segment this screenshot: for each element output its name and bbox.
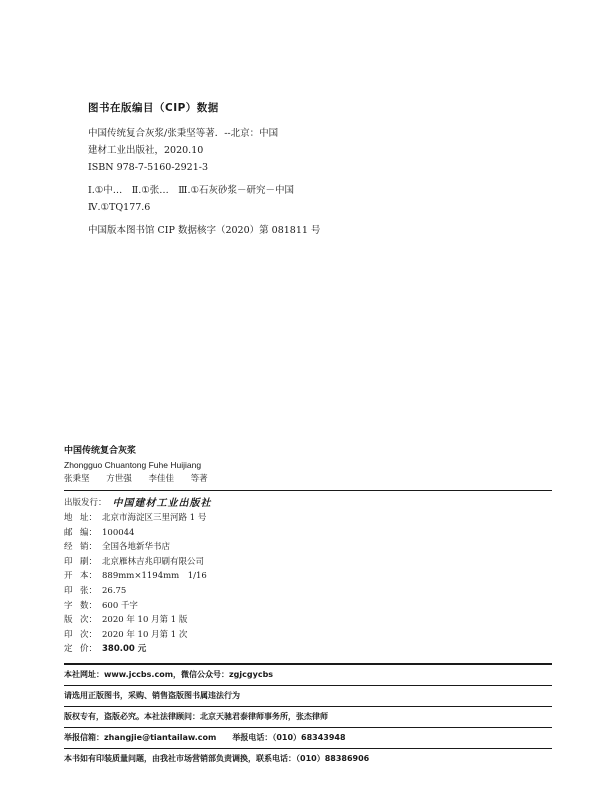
cip-block: [88, 100, 508, 239]
notice-website: 本社网址：www.jccbs.com，微信公众号：zgjcgycbs: [64, 669, 274, 679]
info-row-distributor: [64, 540, 552, 555]
info-value: 889mm×1194mm 1/16: [102, 571, 207, 582]
cip-line-record-number: 中国版本图书馆 CIP 数据核字（2020）第 081811 号: [88, 225, 321, 236]
divider: [64, 490, 552, 491]
notice-rights: [64, 707, 552, 727]
info-label: 地: [64, 513, 73, 523]
info-row-word-count: [64, 599, 552, 614]
info-label: 版: [64, 615, 73, 626]
info-value: 26.75: [102, 585, 127, 596]
info-label: 经: [64, 542, 73, 553]
info-label: 次：: [80, 615, 98, 626]
info-value: 100044: [102, 527, 135, 538]
info-label: 址：: [80, 513, 98, 523]
info-value: 全国各地新华书店: [102, 542, 171, 553]
publisher-row: [64, 496, 552, 511]
info-label: 定: [64, 644, 73, 655]
notice-report: 举报信箱：zhangjie@tiantailaw.com 举报电话：（010）68343948: [64, 732, 346, 742]
book-title-pinyin: Zhongguo Chuantong Fuhe Huijiang: [64, 460, 202, 470]
info-row-address: [64, 511, 552, 526]
info-label: 次：: [80, 629, 98, 640]
cip-line-classification: Ⅳ.①TQ177.6: [88, 202, 151, 213]
info-row-price: [64, 642, 552, 657]
info-value: 北京市海淀区三里河路 1 号: [102, 513, 207, 523]
publisher-logo-text: 中国建材工业出版社: [112, 498, 212, 509]
info-row-sheets: [64, 584, 552, 599]
publisher-label: 出版发行：: [64, 498, 107, 508]
info-label: 邮: [64, 527, 73, 538]
cip-line-publisher: 建材工业出版社，2020.10: [88, 145, 204, 156]
info-value: 2020 年 10 月第 1 版: [102, 615, 188, 626]
notice-rights-bold: 版权专有，盗版必究。: [64, 711, 144, 721]
info-label: 印: [64, 556, 73, 567]
info-row-printer: [64, 555, 552, 570]
cip-line-subjects: Ⅰ.①中… Ⅱ.①张… Ⅲ.①石灰砂浆－研究－中国: [88, 185, 294, 196]
cip-line-title: 中国传统复合灰浆/张秉坚等著．--北京：中国: [88, 128, 279, 139]
info-label: 张：: [80, 585, 98, 596]
info-value: 380.00 元: [102, 644, 147, 655]
info-label: 开: [64, 571, 73, 582]
notice-genuine-books: 请选用正版图书，采购、销售盗版图书属违法行为: [64, 690, 240, 700]
notice-legal-counsel: 本社法律顾问：北京天驰君泰律师事务所，张杰律师: [144, 711, 328, 721]
info-value: 北京雁林吉兆印刷有限公司: [102, 556, 205, 567]
author-name: 李佳佳: [148, 474, 174, 484]
info-value: 600 千字: [102, 600, 138, 611]
info-label: 编：: [80, 527, 98, 538]
info-label: 价：: [80, 644, 98, 655]
info-row-postcode: [64, 526, 552, 541]
info-value: 2020 年 10 月第 1 次: [102, 629, 188, 640]
info-label: 刷：: [80, 556, 98, 567]
info-label: 数：: [80, 600, 98, 611]
info-label: 印: [64, 585, 73, 596]
notice-quality: 本书如有印装质量问题，由我社市场营销部负责调换，联系电话：（010）88386906: [64, 753, 370, 763]
info-label: 字: [64, 600, 73, 611]
info-label: 本：: [80, 571, 98, 582]
info-label: 销：: [80, 542, 98, 553]
author-suffix: 等著: [190, 474, 208, 484]
cip-line-isbn: ISBN 978-7-5160-2921-3: [88, 162, 208, 173]
book-title-chinese: 中国传统复合灰浆: [64, 446, 137, 456]
info-row-edition: [64, 613, 552, 628]
copyright-block: [64, 444, 552, 769]
author-name: 张秉坚: [64, 474, 90, 484]
info-row-format: [64, 569, 552, 584]
cip-heading: 图书在版编目（CIP）数据: [88, 102, 219, 114]
info-row-impression: [64, 628, 552, 643]
publication-info-list: [64, 511, 552, 657]
author-list: [64, 472, 552, 486]
info-label: 印: [64, 629, 73, 640]
author-name: 方世强: [106, 474, 132, 484]
